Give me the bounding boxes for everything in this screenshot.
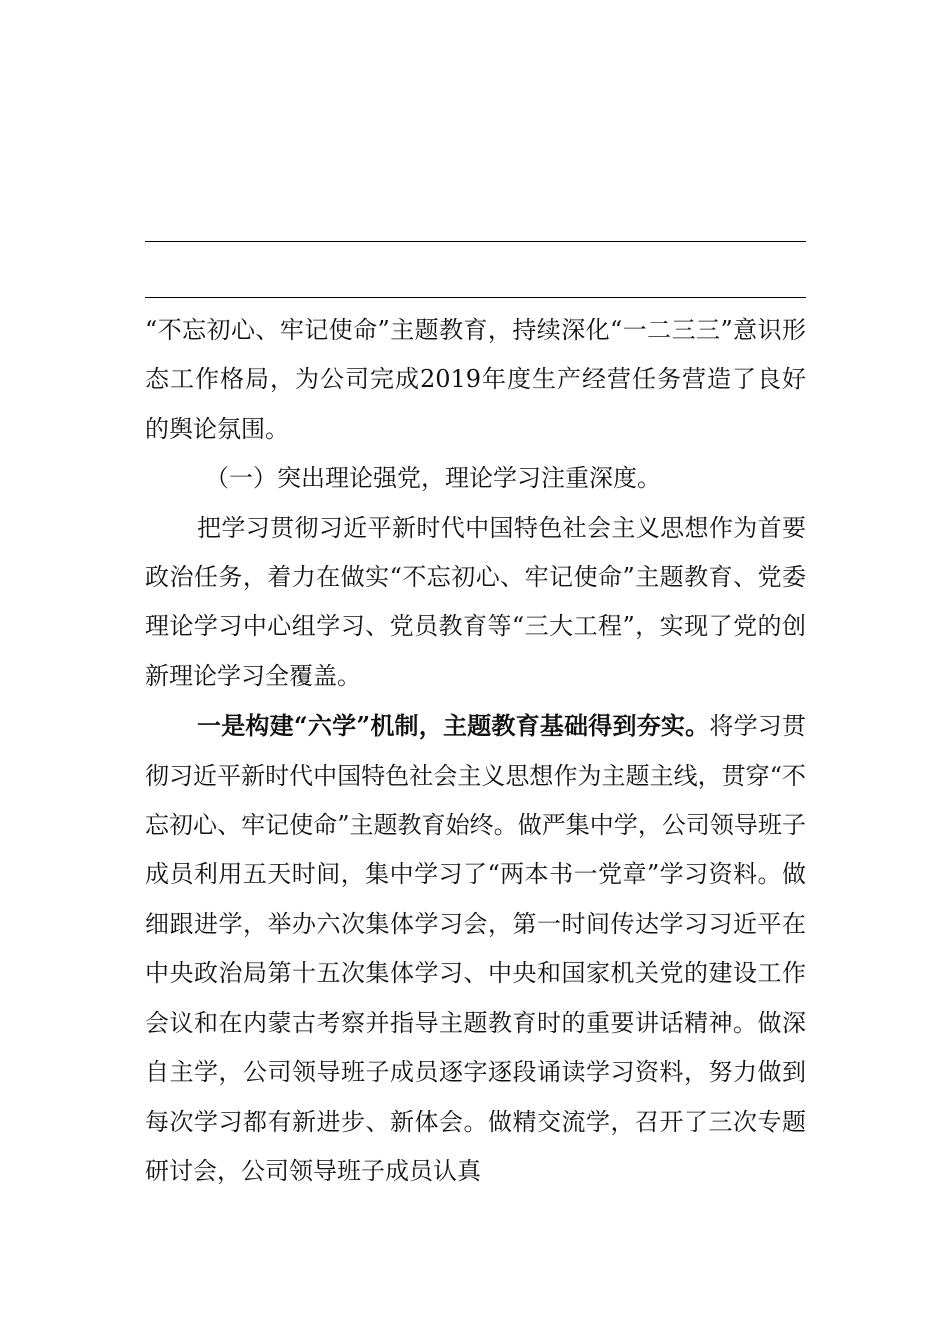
section-heading: （一）突出理论强党，理论学习注重深度。 [205,464,661,493]
paragraph-body-text: 将学习贯彻习近平新时代中国特色社会主义思想作为主题主线，贯穿“不忘初心、牢记使命”主题教育始终。做严集中学，公司领导班子成员利用五天时间，集中学习了“两本书一党章”学习资料。做细跟进学，举办六次集体学习会，第一时间传达学习习近平在中央政治局第十五次集体学习、中央和国家机关党的建设工作会议和在内蒙古考察并指导主题教育时的重要讲话精神。做深自主学，公司领导班子成员逐字逐段诵读学习资料，努力做到每次学习都有新进步、新体会。做精交流学，召开了三次专题研讨会，公司领导班子成员认真 [145,712,807,1185]
paragraph-continuation: “不忘初心、牢记使命”主题教育，持续深化“一二三三”意识形态工作格局，为公司完成2019年度生产经营任务营造了良好的舆论氛围。 [145,316,806,443]
paragraph-theory-study: 把学习贯彻习近平新时代中国特色社会主义思想作为首要政治任务，着力在做实“不忘初心、牢记使命”主题教育、党委理论学习中心组学习、党员教育等“三大工程”，实现了党的创新理论学习全覆盖。 [145,513,806,690]
paragraph-lead-sentence: 一是构建“六学”机制，主题教育基础得到夯实。 [197,711,710,741]
header-rule-top [145,241,806,242]
paragraph-six-study-mechanism [145,701,806,1196]
document-body [145,306,806,1196]
header-rule-bottom [145,297,806,298]
